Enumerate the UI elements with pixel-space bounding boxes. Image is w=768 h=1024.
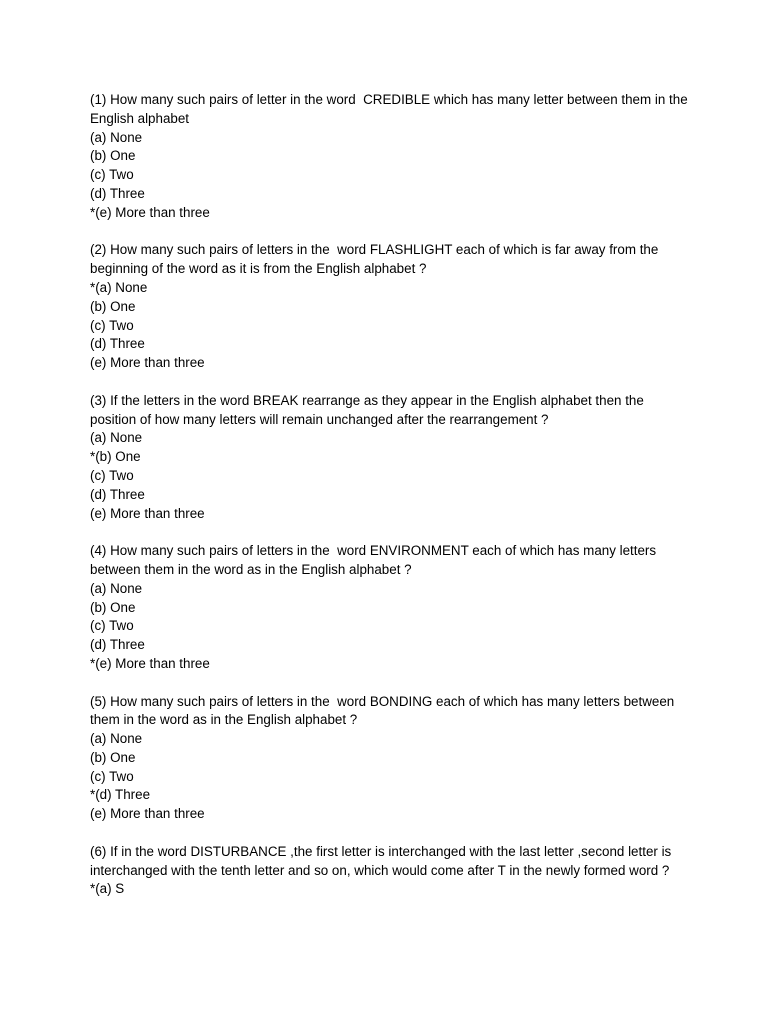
question-text: (1) How many such pairs of letter in the word CREDIBLE which has many letter between them in the English alphabet <box>90 92 696 126</box>
question-text: (5) How many such pairs of letters in the word BONDING each of which has many letters between them in the word as in the English alphabet ? <box>90 693 678 728</box>
option-c: (c) Two <box>90 618 134 634</box>
option-e: (e) More than three <box>90 505 205 521</box>
document-page <box>90 91 696 918</box>
option-c: (c) Two <box>90 467 134 483</box>
option-a: *(a) S <box>90 881 125 897</box>
question-5 <box>90 693 690 825</box>
question-text: (4) How many such pairs of letters in the word ENVIRONMENT each of which has many letters between them in the word as in the English alphabet ? <box>90 543 660 577</box>
option-a: (a) None <box>90 129 143 145</box>
option-a: (a) None <box>90 731 143 747</box>
option-b: (b) One <box>90 148 136 164</box>
option-d: (d) Three <box>90 185 145 201</box>
question-text: (3) If the letters in the word BREAK rearrange as they appear in the English alphabet then the position of how many letters will remain unchanged after the rearrangement ? <box>90 392 648 427</box>
question-text: (6) If in the word DISTURBANCE ,the first letter is interchanged with the last letter ,second letter is interchanged with the tenth letter and so on, which would come after T in the newly formed word ? <box>90 843 675 878</box>
option-a: (a) None <box>90 430 143 446</box>
question-text: (2) How many such pairs of letters in the word FLASHLIGHT each of which is far away from the beginning of the word as it is from the English alphabet ? <box>90 242 663 277</box>
question-6 <box>90 843 690 899</box>
option-e: (e) More than three <box>90 355 205 371</box>
option-a: (a) None <box>90 580 143 596</box>
option-e: (e) More than three <box>90 806 205 822</box>
option-a: *(a) None <box>90 279 148 295</box>
question-1 <box>90 91 696 223</box>
option-d: *(d) Three <box>90 787 151 803</box>
option-d: (d) Three <box>90 637 145 653</box>
option-b: (b) One <box>90 599 136 615</box>
question-2 <box>90 241 690 373</box>
option-c: (c) Two <box>90 317 134 333</box>
option-c: (c) Two <box>90 167 134 183</box>
option-b: (b) One <box>90 749 136 765</box>
option-e: *(e) More than three <box>90 655 210 671</box>
option-e: *(e) More than three <box>90 204 210 220</box>
question-3 <box>90 392 690 524</box>
option-d: (d) Three <box>90 336 145 352</box>
option-c: (c) Two <box>90 768 134 784</box>
question-4 <box>90 542 690 674</box>
option-b: *(b) One <box>90 449 141 465</box>
option-b: (b) One <box>90 298 136 314</box>
option-d: (d) Three <box>90 486 145 502</box>
